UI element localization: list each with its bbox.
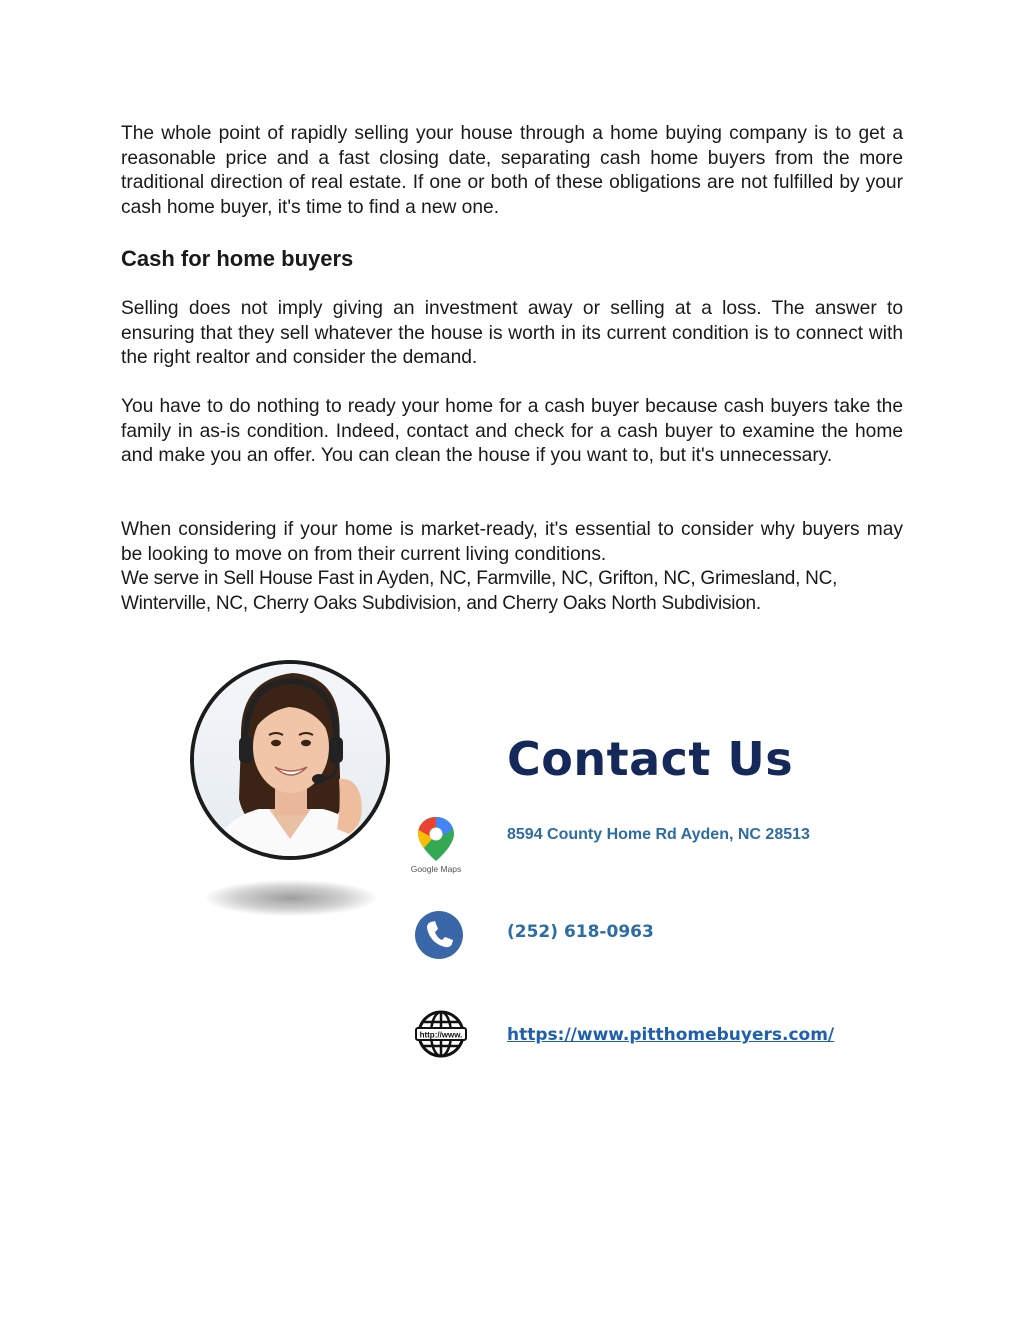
- intro-paragraph: The whole point of rapidly selling your house through a home buying company is to get a reasonable price and a fast closing date, separating cash home buyers from the more traditional direction of real estate. If one or both of these obligations are not fulfilled by your cash home buyer, it's time to find a new one.: [121, 123, 903, 218]
- address-text: 8594 County Home Rd Ayden, NC 28513: [507, 826, 810, 843]
- paragraph-as-is: You have to do nothing to ready your home for a cash buyer because cash buyers take the family in as-is condition. Indeed, contact and check for a cash buyer to examine the home and make you an offer. You can clean the house if you want to, but it's unnecessary.: [121, 396, 903, 466]
- phone-icon[interactable]: [414, 910, 464, 960]
- google-maps-pin-icon[interactable]: [407, 815, 465, 875]
- paragraph-service-areas: We serve in Sell House Fast in Ayden, NC, Farmville, NC, Grifton, NC, Grimesland, NC, Winterville, NC, Cherry Oaks Subdivision, and Cherry Oaks North Subdivision.: [121, 568, 838, 614]
- contact-title: Contact Us: [507, 732, 794, 786]
- website-link[interactable]: https://www.pitthomebuyers.com/: [507, 1025, 835, 1045]
- support-agent-avatar-icon: [189, 659, 391, 861]
- phone-number[interactable]: (252) 618-0963: [507, 922, 654, 942]
- paragraph-market-ready: When considering if your home is market-ready, it's essential to consider why buyers may be looking to move on from their current living conditions.: [121, 519, 903, 565]
- avatar-shadow: [205, 880, 377, 916]
- web-badge-text: http://www.: [419, 1030, 463, 1040]
- section-heading: Cash for home buyers: [121, 246, 354, 271]
- globe-icon[interactable]: [414, 1009, 468, 1059]
- avatar: [189, 659, 391, 861]
- maps-caption: Google Maps: [410, 864, 462, 874]
- paragraph-selling: Selling does not imply giving an investment away or selling at a loss. The answer to ensuring that they sell whatever the house is worth in its current condition is to connect with the right realtor and consider the demand.: [121, 298, 903, 368]
